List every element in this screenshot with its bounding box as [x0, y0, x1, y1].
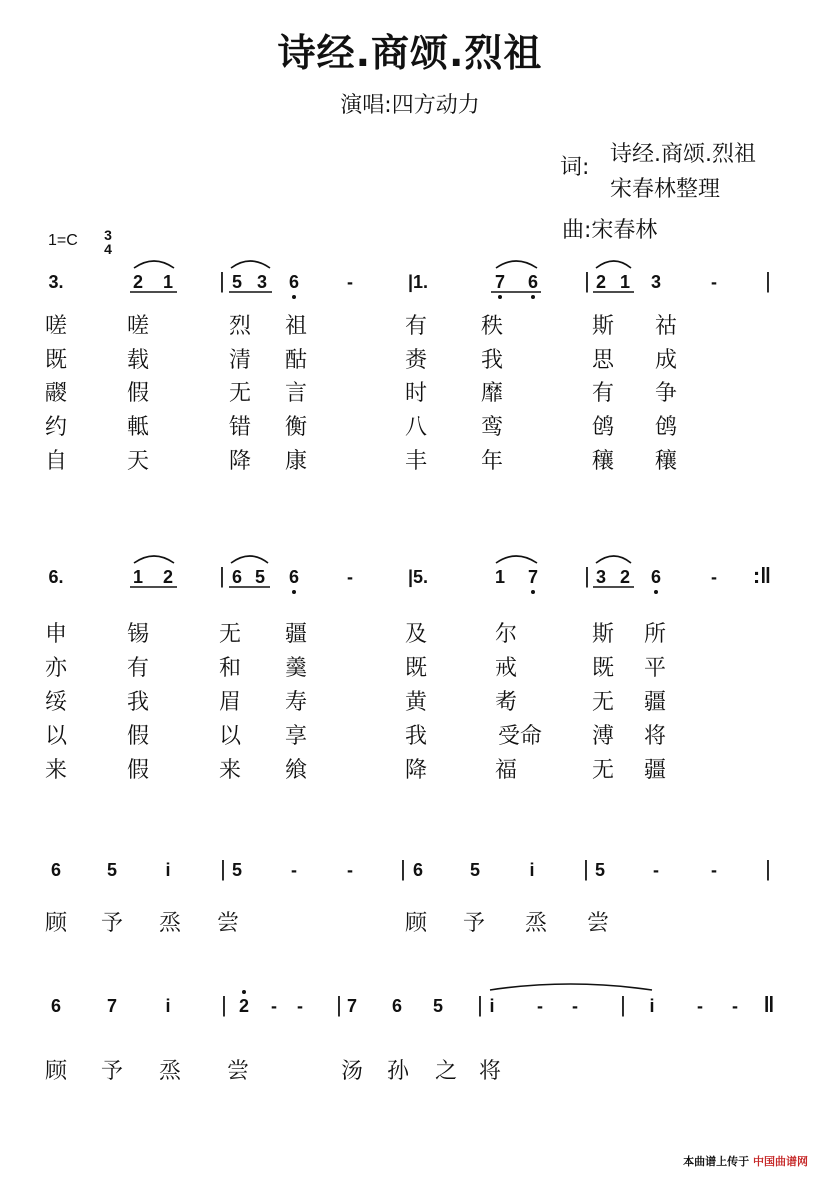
note: 1 [494, 567, 506, 587]
lyric: 我 [404, 724, 428, 749]
lyric: 清 [228, 348, 252, 373]
bar-line: | [219, 563, 225, 588]
lyric: 烝 [158, 911, 182, 936]
hold-dash: - [572, 996, 578, 1016]
lyric: 有 [404, 314, 428, 339]
low-octave-dot [654, 590, 658, 594]
note: i [529, 860, 535, 880]
note: 5 [231, 272, 243, 292]
note: 6. [48, 567, 64, 587]
lyric-label: 词: [560, 155, 590, 180]
lyric: 眉 [218, 690, 242, 715]
bar-line: | [400, 856, 406, 881]
slur-mark [496, 556, 537, 563]
lyric: 所 [643, 622, 667, 647]
lyric: 斯 [591, 622, 615, 647]
footer-text: 本曲谱上传于 [683, 1155, 750, 1168]
note: 6 [650, 567, 662, 587]
note: 3 [256, 272, 268, 292]
note: 3 [650, 272, 662, 292]
lyric: 八 [404, 415, 428, 440]
low-octave-dot [531, 295, 535, 299]
note: |5. [407, 567, 429, 587]
bar-line: | [584, 268, 590, 293]
note: 5 [432, 996, 444, 1016]
lyric: 予 [100, 911, 124, 936]
lyric: 烈 [228, 314, 252, 339]
lyric: 赉 [404, 348, 428, 373]
lyric: 无 [591, 690, 615, 715]
lyric: 鬷 [44, 381, 68, 406]
note: 2 [595, 272, 607, 292]
lyric: 有 [591, 381, 615, 406]
lyric: 疆 [643, 758, 667, 783]
lyric: 受命 [497, 724, 543, 749]
lyric: 顾 [404, 911, 428, 936]
low-octave-dot [498, 295, 502, 299]
note: i [649, 996, 655, 1016]
lyric: 尝 [226, 1059, 250, 1084]
note: i [489, 996, 495, 1016]
lyric: 康 [284, 449, 308, 474]
bar-line: | [336, 992, 342, 1017]
lyric: 将 [643, 724, 667, 749]
lyric: 我 [126, 690, 150, 715]
note: 2 [238, 996, 250, 1016]
lyric: 既 [44, 348, 68, 373]
note: 1 [162, 272, 174, 292]
lyric: 軧 [126, 415, 150, 440]
note: 5 [106, 860, 118, 880]
lyric-editor: 宋春林整理 [610, 177, 721, 202]
low-octave-dot [292, 295, 296, 299]
lyric: 鸾 [480, 415, 504, 440]
bar-line: | [583, 856, 589, 881]
lyric: 既 [404, 656, 428, 681]
lyric: 无 [591, 758, 615, 783]
time-signature-top: 3 [104, 227, 112, 243]
lyric: 尝 [586, 911, 610, 936]
lyric: 自 [44, 449, 68, 474]
bar-line: | [477, 992, 483, 1017]
note: |1. [407, 272, 429, 292]
lyric-source: 诗经.商颂.烈祖 [610, 142, 756, 167]
lyric: 羹 [284, 656, 308, 681]
lyric: 尝 [216, 911, 240, 936]
bar-line: | [219, 268, 225, 293]
lyric: 汤 [340, 1059, 364, 1084]
lyric: 亦 [44, 656, 68, 681]
bar-line: | [620, 992, 626, 1017]
lyric: 戒 [494, 656, 518, 681]
note: i [165, 996, 171, 1016]
slur-mark [496, 261, 537, 268]
lyric: 祖 [284, 314, 308, 339]
lyric: 秩 [480, 314, 504, 339]
slur-mark [231, 261, 270, 268]
note: 5 [469, 860, 481, 880]
hold-dash: - [291, 860, 297, 880]
lyric: 顾 [44, 1059, 68, 1084]
lyric: 嗟 [44, 314, 68, 339]
note: 2 [132, 272, 144, 292]
lyric: 予 [100, 1059, 124, 1084]
tie-mark [490, 984, 652, 990]
bar-line: | [220, 856, 226, 881]
note: 7 [527, 567, 539, 587]
lyric: 以 [218, 724, 242, 749]
hold-dash: - [347, 567, 353, 587]
lyric: 降 [228, 449, 252, 474]
repeat-end-barline: :‖ [752, 563, 772, 588]
note: 6 [527, 272, 539, 292]
lyric: 祜 [654, 314, 678, 339]
note: 5 [231, 860, 243, 880]
lyric: 平 [643, 656, 667, 681]
lyric: 载 [126, 348, 150, 373]
lyric: 予 [462, 911, 486, 936]
note: i [165, 860, 171, 880]
slur-mark [231, 556, 268, 563]
lyric: 之 [434, 1059, 458, 1084]
lyric: 鸧 [591, 415, 615, 440]
bar-line: | [221, 992, 227, 1017]
upload-footer [683, 1153, 808, 1169]
lyric: 成 [654, 348, 678, 373]
composer-credit: 曲:宋春林 [562, 218, 658, 243]
note: 1 [132, 567, 144, 587]
note: 6 [288, 272, 300, 292]
key-signature: 1=C [48, 232, 78, 249]
low-octave-dot [292, 590, 296, 594]
high-octave-dot [242, 990, 246, 994]
lyric: 假 [126, 724, 150, 749]
lyric: 飨 [284, 758, 308, 783]
note: 3. [48, 272, 64, 292]
lyric: 降 [404, 758, 428, 783]
bar-line: | [765, 268, 771, 293]
note: 7 [106, 996, 118, 1016]
note: 5 [254, 567, 266, 587]
lyric: 天 [126, 449, 150, 474]
lyric: 福 [494, 758, 518, 783]
lyric: 我 [480, 348, 504, 373]
lyric: 酤 [284, 348, 308, 373]
lyric: 错 [228, 415, 252, 440]
hold-dash: - [697, 996, 703, 1016]
lyric: 有 [126, 656, 150, 681]
lyric: 绥 [44, 690, 68, 715]
bar-line: | [584, 563, 590, 588]
note: 6 [50, 996, 62, 1016]
lyric: 黄 [404, 690, 428, 715]
lyric: 争 [654, 381, 678, 406]
lyric: 斯 [591, 314, 615, 339]
hold-dash: - [271, 996, 277, 1016]
lyric: 来 [218, 758, 242, 783]
lyric: 穰 [654, 449, 678, 474]
lyric: 疆 [643, 690, 667, 715]
note: 6 [50, 860, 62, 880]
lyric: 靡 [480, 381, 504, 406]
slur-mark [134, 261, 174, 268]
singer-credit: 演唱:四方动力 [340, 93, 480, 118]
hold-dash: - [347, 860, 353, 880]
hold-dash: - [653, 860, 659, 880]
lyric: 烝 [158, 1059, 182, 1084]
note: 6 [288, 567, 300, 587]
lyric: 假 [126, 381, 150, 406]
note: 2 [619, 567, 631, 587]
note: 3 [595, 567, 607, 587]
note: 5 [594, 860, 606, 880]
lyric: 言 [284, 381, 308, 406]
lyric: 耇 [494, 690, 518, 715]
lyric: 时 [404, 381, 428, 406]
lyric: 以 [44, 724, 68, 749]
lyric: 嗟 [126, 314, 150, 339]
lyric: 鸧 [654, 415, 678, 440]
hold-dash: - [347, 272, 353, 292]
note: 2 [162, 567, 174, 587]
low-octave-dot [531, 590, 535, 594]
note: 6 [391, 996, 403, 1016]
page-title: 诗经.商颂.烈祖 [277, 31, 543, 75]
note: 7 [494, 272, 506, 292]
lyric: 衡 [284, 415, 308, 440]
lyric: 约 [44, 415, 68, 440]
final-barline: ‖ [763, 992, 775, 1017]
slur-mark [134, 556, 174, 563]
hold-dash: - [711, 272, 717, 292]
lyric: 顾 [44, 911, 68, 936]
lyric: 申 [44, 622, 68, 647]
slur-mark [596, 261, 631, 268]
lyric: 锡 [126, 622, 150, 647]
lyric: 疆 [284, 622, 308, 647]
lyric: 寿 [284, 690, 308, 715]
lyric: 及 [404, 622, 428, 647]
lyric: 溥 [591, 724, 615, 749]
lyric: 丰 [404, 449, 428, 474]
hold-dash: - [711, 567, 717, 587]
lyric: 将 [478, 1059, 502, 1084]
site-logo: 中国曲谱网 [753, 1155, 808, 1168]
lyric: 无 [218, 622, 242, 647]
lyric: 思 [591, 348, 615, 373]
hold-dash: - [711, 860, 717, 880]
lyric: 和 [218, 656, 242, 681]
bar-line: | [765, 856, 771, 881]
slur-mark [596, 556, 631, 563]
lyric: 孙 [386, 1059, 410, 1084]
time-signature-bottom: 4 [104, 241, 112, 257]
lyric: 烝 [524, 911, 548, 936]
lyric: 年 [480, 449, 504, 474]
note: 1 [619, 272, 631, 292]
hold-dash: - [732, 996, 738, 1016]
lyric: 享 [284, 724, 308, 749]
note: 6 [231, 567, 243, 587]
lyric: 既 [591, 656, 615, 681]
lyric: 假 [126, 758, 150, 783]
hold-dash: - [537, 996, 543, 1016]
hold-dash: - [297, 996, 303, 1016]
lyric: 无 [228, 381, 252, 406]
lyric: 穰 [591, 449, 615, 474]
lyric: 来 [44, 758, 68, 783]
lyric: 尔 [494, 622, 518, 647]
note: 6 [412, 860, 424, 880]
note: 7 [346, 996, 358, 1016]
